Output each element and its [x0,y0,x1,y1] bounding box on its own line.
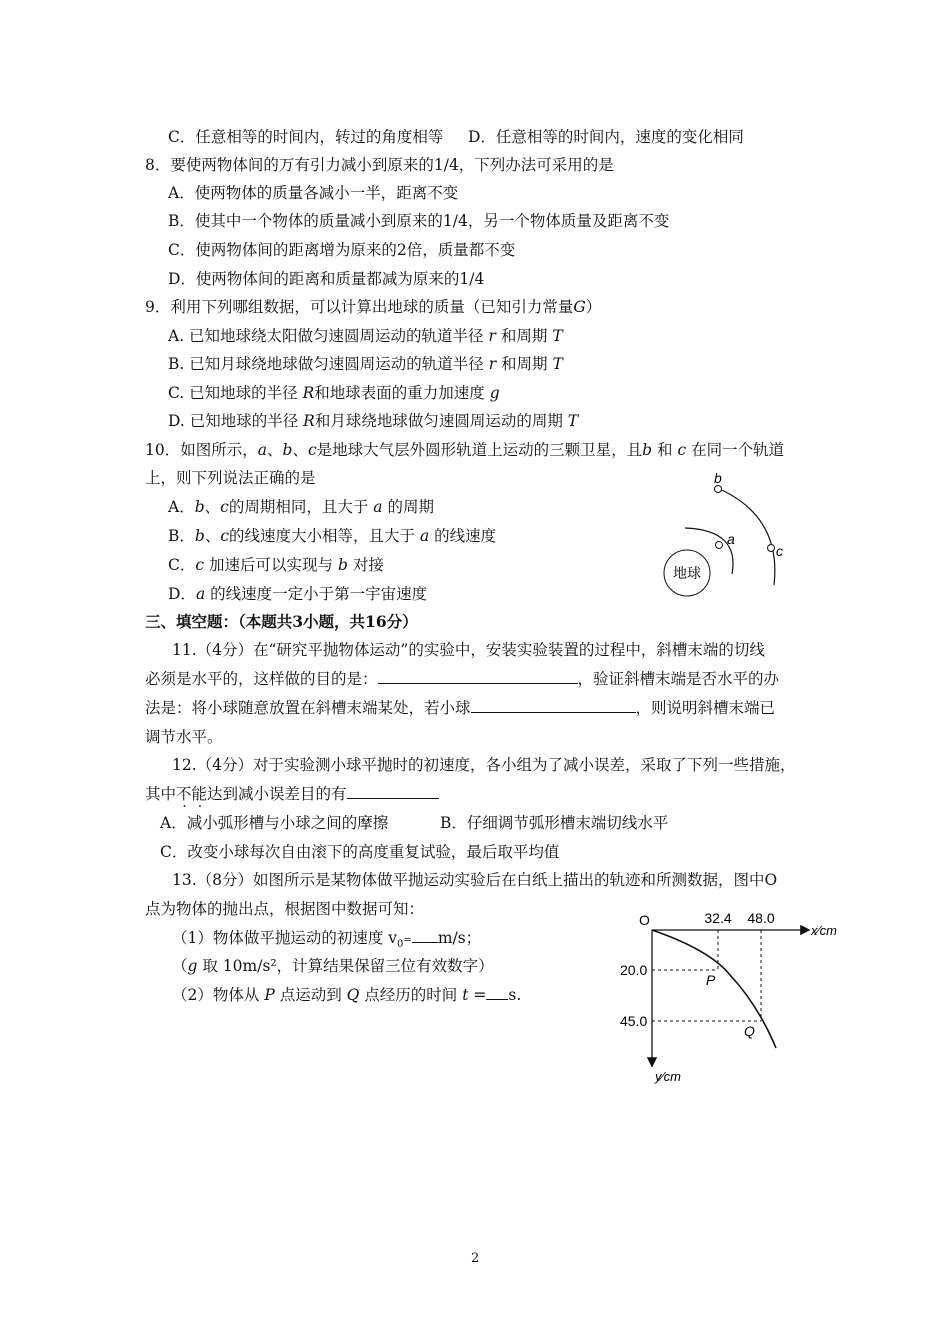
q13-sub2-t: t [462,986,469,1004]
q10-a-sep: 、 [204,498,221,516]
q10-stem-2: 是地球大气层外圆形轨道上运动的三颗卫星，且 [316,441,643,459]
q10-sep1: 、 [266,441,283,459]
q9-a-r: r [488,327,496,345]
q13-sub1-unit: m/s； [437,929,482,947]
q8-option-d: D．使两物体间的距离和质量都减为原来的1/4 [168,270,485,288]
label-c: c [776,543,783,559]
q11-line3 [145,698,775,718]
q12-option-b: B．仔细调节弧形槽末端切线水平 [440,814,669,832]
q10-c-text: 加速后可以实现与 [209,556,334,574]
q10-b-b: b [194,527,205,545]
q10-option-a [168,497,434,517]
q11-answer-blank-2[interactable] [471,698,636,713]
q9-stem-g: G [573,298,586,316]
q13-sub2 [172,985,521,1005]
q10-c-c: c [195,556,205,574]
q10-stem-line2: 上，则下列说法正确的是 [145,469,316,487]
q12-answer-blank[interactable] [347,784,439,799]
q13-sub2-q: Q [346,986,360,1004]
y-tick-45-0: 45.0 [620,1013,648,1029]
q9-b-t: T [552,355,563,373]
q7-option-c: C．任意相等的时间内，转过的角度相等 [168,128,444,146]
q11-line1: 11.（4分）在“研究平抛物体运动”的实验中，安装实验装置的过程中，斜槽末端的切线 [172,641,765,659]
q9-stem [145,297,601,317]
q9-c-text: C. 已知地球的半径 [168,384,298,402]
point-q-label: Q [744,1023,755,1039]
q10-stem-3: 和 [657,441,673,459]
q13-sub2-c: 点经历的时间 [364,986,458,1004]
q13-sub2-unit: s. [508,986,522,1004]
trajectory-figure [600,905,850,1090]
q12-option-a: A．减小弧形槽与小球之间的摩擦 [160,814,389,832]
q12-line2 [145,784,439,804]
q9-d-t: T [567,412,579,430]
q10-b-text: 的线速度大小相等，且大于 [229,527,416,545]
q12-emph-2: 能 [191,785,208,803]
satellite-orbit-figure [640,470,800,605]
q10-b2: b [642,441,653,459]
q9-d-r: R [303,412,315,430]
q11-line3-b: ，则说明斜槽末端已 [635,699,776,717]
q11-answer-blank-1[interactable] [378,669,578,684]
q13-note-open: （ [172,957,188,975]
q10-sep2: 、 [292,441,308,459]
q10-c-prefix: C． [168,556,196,574]
q9-stem-close: ） [585,298,602,316]
origin-label: O [639,912,650,928]
satellite-b [715,486,722,493]
q10-c: c [307,441,317,459]
earth-label: 地球 [673,565,701,581]
q13-sub2-b: 点运动到 [279,986,342,1004]
q9-option-d [168,411,578,431]
q10-b-c: c [220,527,230,545]
q11-line2-b: ，验证斜槽末端是否水平的办 [577,670,780,688]
q10-option-c [168,555,384,575]
q13-sub2-a: （2）物体从 [172,986,260,1004]
x-axis-label: x⁄cm [811,923,837,938]
q10-b-a: a [419,527,430,545]
q10-c2: c [677,441,687,459]
q9-d-text: D. 已知地球的半径 [168,412,299,430]
q13-velocity-blank[interactable] [412,928,438,943]
q10-a-prefix: A． [168,498,195,516]
q10-c-b: b [337,556,348,574]
q11-line4: 调节水平。 [145,728,223,746]
satellite-c [768,545,775,552]
x-tick-32-4: 32.4 [704,910,732,926]
q8-option-b: B．使其中一个物体的质量减小到原来的1/4，另一个物体质量及距离不变 [168,212,670,230]
page-number: 2 [471,1251,480,1266]
q10-b-prefix: B． [168,527,195,545]
label-b: b [714,470,722,486]
q8-option-a: A．使两物体的质量各减小一半，距离不变 [168,184,459,202]
q9-option-c [168,383,500,403]
q10-b-text2: 的线速度 [434,527,497,545]
q10-stem-1: 10．如图所示， [145,441,258,459]
q13-sub1 [172,928,481,955]
q13-line2: 点为物体的抛出点，根据图中数据可知： [145,900,425,918]
q10-d-prefix: D． [168,585,196,603]
q10-a: a [257,441,267,459]
q13-line1: 13.（8分）如图所示是某物体做平抛运动实验后在白纸上描出的轨迹和所测数据，图中O [172,871,778,889]
q13-note-g: g [187,957,198,975]
q9-a-t: T [552,327,563,345]
q12-emph-1: 不 [176,785,192,803]
q11-line3-a: 法是：将小球随意放置在斜槽末端某处，若小球 [145,699,471,717]
q10-a-b: b [194,498,205,516]
y-tick-20-0: 20.0 [620,962,648,978]
q11-line2 [145,669,779,689]
q13-sub2-eq: = [468,986,487,1004]
q8-stem: 8．要使两物体间的万有引力减小到原来的1/4，下列办法可采用的是 [145,156,614,174]
q12-option-c: C．改变小球每次自由滚下的高度重复试验，最后取平均值 [160,843,560,861]
q8-option-c: C．使两物体间的距离增为原来的2倍，质量都不变 [168,241,516,259]
q11-line2-a: 必须是水平的，这样做的目的是： [145,670,378,688]
label-a: a [727,531,735,547]
q10-a-c: c [220,498,229,516]
q10-a-a: a [373,498,383,516]
q9-d-text2: 和月球绕地球做匀速圆周运动的周期 [314,412,563,430]
q10-stem-4: 在同一个轨道 [691,441,785,459]
q9-option-b [168,354,563,374]
q10-option-d [168,584,427,604]
q13-note [172,956,494,976]
q10-stem [145,440,784,460]
q9-a-text: A. 已知地球绕太阳做匀速圆周运动的轨道半径 [168,327,484,345]
x-tick-48-0: 48.0 [747,910,775,926]
q9-c-text2: 和地球表面的重力加速度 [314,384,485,402]
y-axis-label: y⁄cm [655,1069,681,1084]
outer-orbit [715,487,775,585]
q13-sub1-eq: = [403,935,412,946]
q9-b-text2: 和周期 [501,355,548,373]
q9-a-text2: 和周期 [500,327,548,345]
section-3-title: 三、填空题：（本题共3小题，共16分） [145,612,418,631]
q9-c-g: g [489,384,500,402]
satellite-a [716,542,723,549]
q13-sub2-p: P [264,986,275,1004]
q13-sub1-sub: 0 [397,939,404,951]
q7-option-d: D．任意相等的时间内，速度的变化相同 [468,128,744,146]
q13-sub1-a: （1）物体做平抛运动的初速度 v [172,929,398,947]
q12-line1: 12.（4分）对于实验测小球平抛时的初速度，各小组为了减小误差，采取了下列一些措施， [172,756,796,774]
q10-option-b [168,526,496,546]
q10-d-a: a [195,585,206,603]
q12-line2-b: 达到减小误差目的有 [207,785,347,803]
q10-b-sep: 、 [204,527,221,545]
q9-c-r: R [302,384,315,402]
q13-note-text: 取 10m/s²，计算结果保留三位有效数字） [197,957,494,975]
q9-b-text: B. 已知月球绕地球做匀速圆周运动的轨道半径 [168,355,484,373]
q9-option-a [168,326,563,346]
q10-d-text: 的线速度一定小于第一宇宙速度 [210,585,428,603]
q10-b: b [282,441,293,459]
q10-a-text2: 的周期 [387,498,434,516]
q10-c-text2: 对接 [352,556,384,574]
q10-a-text: 的周期相同，且大于 [228,498,369,516]
point-p-label: P [706,972,716,988]
q12-line2-a: 其中 [145,785,177,803]
q13-time-blank[interactable] [486,985,508,1000]
q9-b-r: r [488,355,497,373]
q9-stem-text: 9．利用下列哪组数据，可以计算出地球的质量（已知引力常量 [145,298,574,316]
trajectory-curve [652,930,776,1048]
